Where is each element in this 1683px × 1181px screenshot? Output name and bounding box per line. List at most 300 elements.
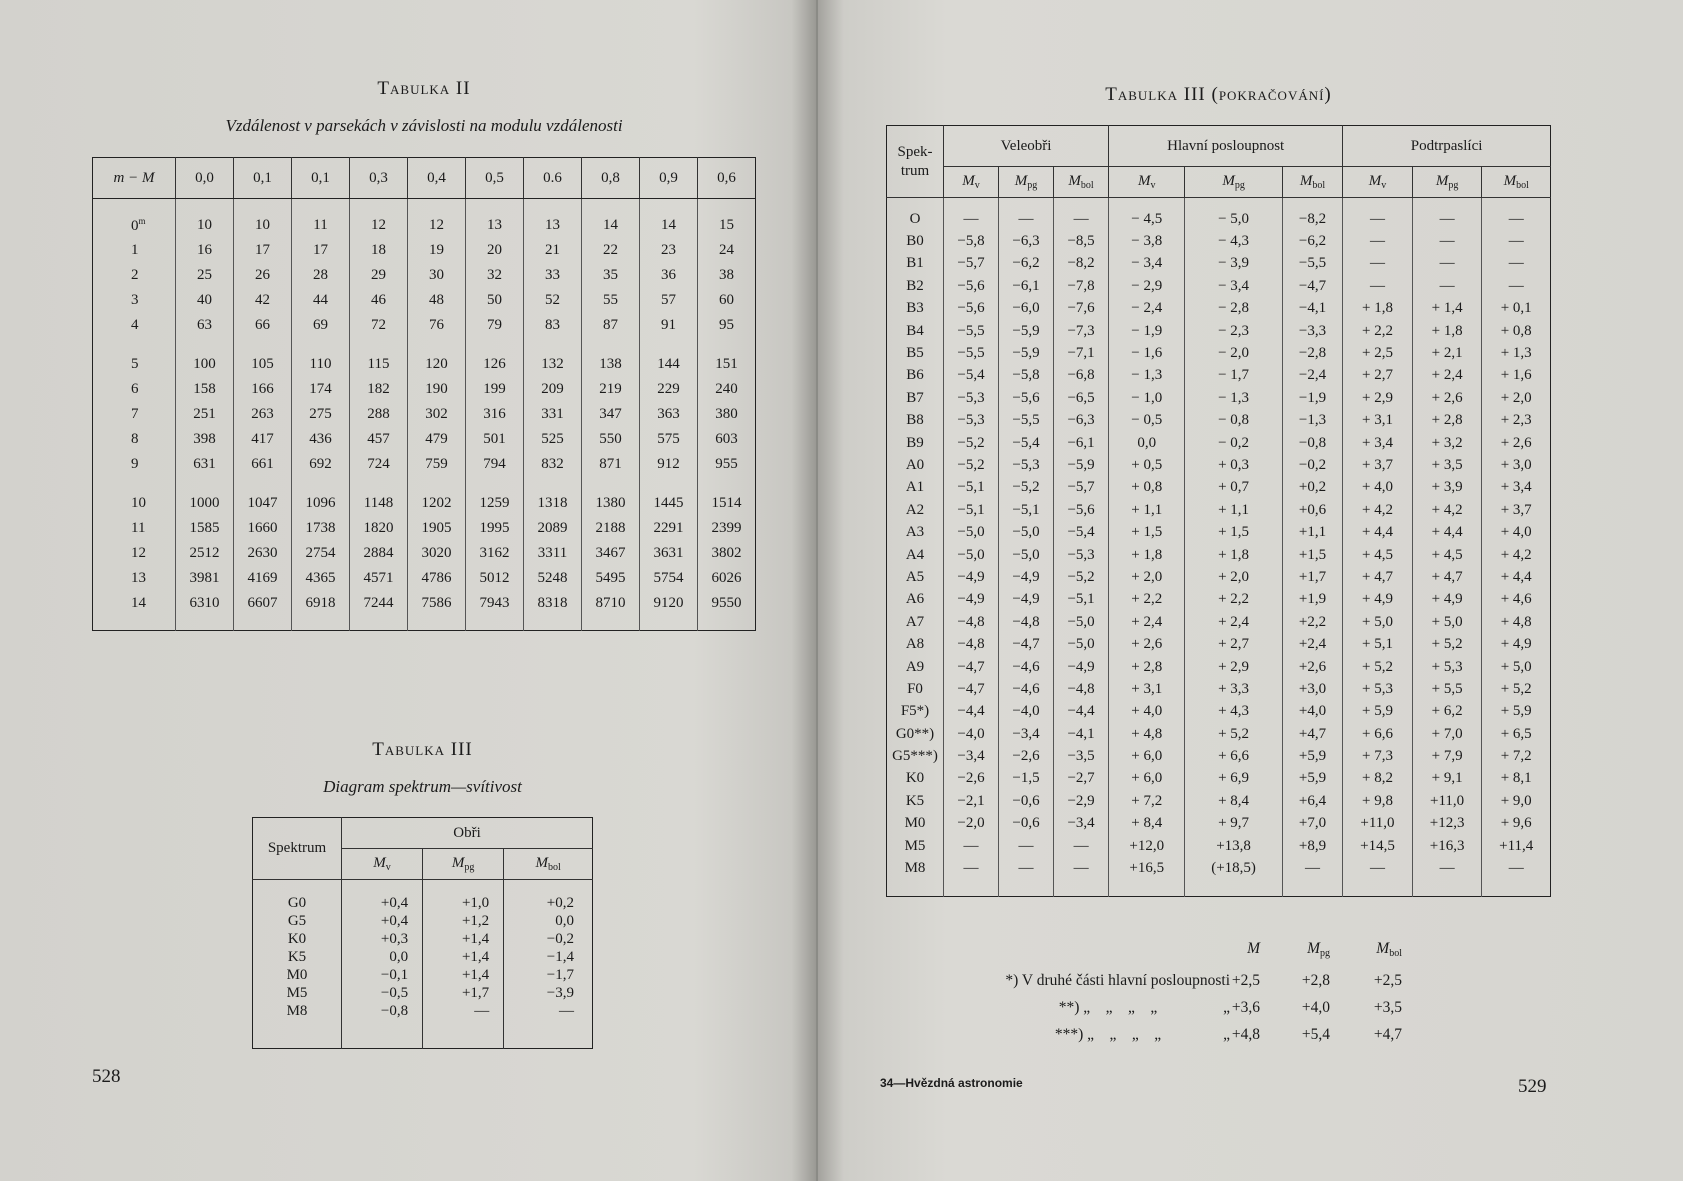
table-cell: −2,7: [1054, 768, 1109, 790]
table-cell: A3: [905, 524, 925, 541]
table-cell: 30: [408, 263, 466, 288]
table-cell: −2,9: [1054, 790, 1109, 812]
table-row: [887, 410, 1551, 432]
table-cell: + 3,1: [1343, 410, 1413, 432]
table-cell: −7,1: [1054, 342, 1109, 364]
table-cell: −5,1: [944, 499, 999, 521]
table-cell: + 4,7: [1343, 566, 1413, 588]
table-cell: −5,2: [944, 432, 999, 454]
group-header: Veleobři: [944, 126, 1109, 167]
table-cell: +2,6: [1282, 656, 1342, 678]
table-cell: −5,6: [944, 298, 999, 320]
table-row: [93, 288, 756, 313]
table-cell: 87: [582, 313, 640, 338]
table-cell: − 2,9: [1109, 275, 1185, 297]
table-cell: −1,9: [1282, 387, 1342, 409]
table-cell: + 2,0: [1109, 566, 1185, 588]
table-cell: −5,6: [999, 387, 1054, 409]
table-cell: + 4,8: [1482, 611, 1551, 633]
table-cell: 417: [234, 427, 292, 452]
table-row: [887, 745, 1551, 767]
table-cell: M0: [904, 815, 926, 832]
table-cell: + 0,1: [1482, 298, 1551, 320]
table-cell: 21: [524, 238, 582, 263]
table-cell: + 7,0: [1412, 723, 1482, 745]
table-row: [887, 633, 1551, 655]
footnote-value: +3,5: [1373, 999, 1402, 1016]
table-cell: + 1,1: [1185, 499, 1283, 521]
table-cell: 3162: [466, 541, 524, 566]
table-cell: −8,5: [1054, 230, 1109, 252]
table-cell: −5,0: [944, 544, 999, 566]
table-row: [887, 611, 1551, 633]
table-cell: + 4,0: [1482, 521, 1551, 543]
table-cell: 6310: [176, 591, 234, 616]
table-cell: − 3,9: [1185, 253, 1283, 275]
table-cell: −4,8: [944, 633, 999, 655]
table-cell: 692: [292, 452, 350, 477]
table-cell: A4: [905, 546, 925, 563]
footnotes: [900, 940, 1460, 1050]
table-cell: B5: [906, 345, 924, 362]
table-cell: 794: [466, 452, 524, 477]
table-cell: 1820: [350, 516, 408, 541]
table-cell: —: [944, 835, 999, 857]
table-cell: −4,9: [944, 589, 999, 611]
table-cell: + 1,8: [1412, 320, 1482, 342]
table-cell: + 2,7: [1343, 365, 1413, 387]
table-cell: + 5,0: [1412, 611, 1482, 633]
table-cell: + 2,9: [1185, 656, 1283, 678]
table-row: [887, 298, 1551, 320]
table-cell: —: [1482, 230, 1551, 252]
table-cell: −4,9: [944, 566, 999, 588]
table-cell: −5,4: [1054, 521, 1109, 543]
table-cell: —: [1412, 275, 1482, 297]
table-cell: −5,0: [1054, 611, 1109, 633]
table-cell: 1318: [524, 491, 582, 516]
table-cell: +2,2: [1282, 611, 1342, 633]
table-cell: −4,1: [1282, 298, 1342, 320]
table-cell: 3: [131, 292, 139, 308]
table-row: [887, 365, 1551, 387]
table-cell: −5,0: [944, 521, 999, 543]
table-row: [887, 387, 1551, 409]
table-cell: 229: [640, 377, 698, 402]
footnote-label: *) V druhé části hlavní posloupnosti: [1005, 972, 1230, 989]
table-cell: −2,4: [1282, 365, 1342, 387]
table-cell: + 3,7: [1343, 454, 1413, 476]
table-cell: 13: [131, 570, 146, 586]
table-cell: 4169: [234, 566, 292, 591]
table-cell: F0: [907, 680, 923, 697]
table-cell: 100: [176, 352, 234, 377]
table-cell: +11,0: [1412, 790, 1482, 812]
sub-header: $M_{bol}$: [1482, 167, 1551, 198]
table-cell: 380: [698, 402, 756, 427]
table-cell: −4,0: [944, 723, 999, 745]
table-cell: 398: [176, 427, 234, 452]
table-cell: 955: [698, 452, 756, 477]
table-cell: 33: [524, 263, 582, 288]
table-cell: 4571: [350, 566, 408, 591]
table-cell: − 0,2: [1185, 432, 1283, 454]
table-cell: 302: [408, 402, 466, 427]
col-spektrum: Spek- trum: [887, 126, 944, 198]
table-cell: + 6,9: [1185, 768, 1283, 790]
table-cell: + 5,2: [1482, 678, 1551, 700]
table-cell: −0,6: [999, 813, 1054, 835]
table-row: [93, 566, 756, 591]
table-cell: 457: [350, 427, 408, 452]
table-cell: 35: [582, 263, 640, 288]
column-header: 0,4: [408, 158, 466, 199]
table-cell: 44: [292, 288, 350, 313]
table-cell: +5,9: [1282, 768, 1342, 790]
table-cell: 1995: [466, 516, 524, 541]
table-cell: + 7,2: [1482, 745, 1551, 767]
table-cell: 50: [466, 288, 524, 313]
table-cell: + 6,6: [1185, 745, 1283, 767]
table-cell: + 2,4: [1185, 611, 1283, 633]
table-cell: + 5,1: [1343, 633, 1413, 655]
table-cell: 4786: [408, 566, 466, 591]
table-cell: 9120: [640, 591, 698, 616]
table-cell: 501: [466, 427, 524, 452]
table-row: [887, 499, 1551, 521]
table-cell: A5: [905, 568, 925, 585]
table-row: [887, 342, 1551, 364]
table-cell: 2754: [292, 541, 350, 566]
table-cell: 25: [176, 263, 234, 288]
table-cell: 219: [582, 377, 640, 402]
footnote-value: +2,5: [1231, 972, 1260, 989]
table-cell: 66: [234, 313, 292, 338]
table-cell: 95: [698, 313, 756, 338]
table-cell: + 5,5: [1412, 678, 1482, 700]
table-cell: 52: [524, 288, 582, 313]
table-cell: − 3,4: [1109, 253, 1185, 275]
table-cell: 1660: [234, 516, 292, 541]
table-row: [93, 516, 756, 541]
table-cell: —: [1343, 253, 1413, 275]
distance-modulus-table: [92, 157, 756, 631]
table-cell: 3311: [524, 541, 582, 566]
table-cell: + 4,9: [1343, 589, 1413, 611]
table-cell: −2,6: [944, 768, 999, 790]
table-cell: 525: [524, 427, 582, 452]
table-cell: 316: [466, 402, 524, 427]
table-cell: + 3,9: [1412, 477, 1482, 499]
table-cell: —: [999, 208, 1054, 230]
table-cell: 7943: [466, 591, 524, 616]
table-cell: 57: [640, 288, 698, 313]
table-cell: +16,5: [1109, 857, 1185, 879]
footnote-value: +3,6: [1231, 999, 1260, 1016]
table-cell: + 9,6: [1482, 813, 1551, 835]
table-row: [887, 253, 1551, 275]
table-cell: + 1,4: [1412, 298, 1482, 320]
table-cell: +1,7: [1282, 566, 1342, 588]
table-cell: —: [1482, 208, 1551, 230]
table-cell: −2,8: [1282, 342, 1342, 364]
table-cell: + 2,8: [1109, 656, 1185, 678]
table-cell: 251: [176, 402, 234, 427]
table-cell: 6607: [234, 591, 292, 616]
table-cell: + 3,2: [1412, 432, 1482, 454]
sub-header: $M_v$: [944, 167, 999, 198]
table-cell: + 1,6: [1482, 365, 1551, 387]
column-header: 0,6: [698, 158, 756, 199]
table-cell: − 1,0: [1109, 387, 1185, 409]
table-cell: −7,8: [1054, 275, 1109, 297]
table-cell: + 7,9: [1412, 745, 1482, 767]
table-cell: 72: [350, 313, 408, 338]
table-cell: 7: [131, 406, 139, 422]
table-cell: −5,5: [999, 410, 1054, 432]
table-cell: −5,6: [1054, 499, 1109, 521]
table-cell: + 3,0: [1482, 454, 1551, 476]
table-cell: −0,6: [999, 790, 1054, 812]
table-cell: F5*): [900, 703, 930, 720]
footnote-header: Mbol: [1376, 940, 1402, 959]
table-cell: +8,9: [1282, 835, 1342, 857]
table-cell: —: [1412, 208, 1482, 230]
table-cell: −4,9: [999, 566, 1054, 588]
column-header: 0,5: [466, 158, 524, 199]
sub-header: $M_v$: [1109, 167, 1185, 198]
table-cell: —: [944, 857, 999, 879]
column-header: 0,1: [292, 158, 350, 199]
table-cell: 10: [176, 213, 234, 238]
table-cell: 631: [176, 452, 234, 477]
spacer-row: [93, 616, 756, 631]
table-row: [93, 313, 756, 338]
table-cell: −5,1: [999, 499, 1054, 521]
table-cell: + 5,2: [1185, 723, 1283, 745]
table-cell: 759: [408, 452, 466, 477]
table-cell: 6: [131, 381, 139, 397]
table-cell: +0,2: [1282, 477, 1342, 499]
table-cell: +1,1: [1282, 521, 1342, 543]
table-cell: + 7,3: [1343, 745, 1413, 767]
table-row: [887, 723, 1551, 745]
table-cell: −4,8: [944, 611, 999, 633]
table-cell: 9: [131, 456, 139, 472]
table-cell: 32: [466, 263, 524, 288]
footnote-label: **) „ „ „ „ „: [1058, 999, 1230, 1016]
table-cell: + 3,5: [1412, 454, 1482, 476]
table-cell: + 5,0: [1482, 656, 1551, 678]
table-cell: −5,0: [999, 544, 1054, 566]
table-cell: + 4,0: [1343, 477, 1413, 499]
table-cell: 20: [466, 238, 524, 263]
table-cell: 436: [292, 427, 350, 452]
sub-header: $M_v$: [342, 849, 423, 880]
signature-mark: 34—Hvězdná astronomie: [880, 1076, 1023, 1090]
table-cell: 8: [131, 431, 139, 447]
table-cell: + 2,2: [1343, 320, 1413, 342]
table-cell: 174: [292, 377, 350, 402]
table-cell: 3802: [698, 541, 756, 566]
table-cell: —: [1412, 230, 1482, 252]
table-cell: −4,9: [999, 589, 1054, 611]
table-cell: − 1,6: [1109, 342, 1185, 364]
table-cell: −8,2: [1054, 253, 1109, 275]
table-row: [93, 491, 756, 516]
table-cell: —: [1343, 275, 1413, 297]
corner-header: m − M: [93, 158, 176, 199]
table-cell: 0,0: [1109, 432, 1185, 454]
table-cell: + 5,2: [1343, 656, 1413, 678]
table-row: [887, 813, 1551, 835]
table-cell: 724: [350, 452, 408, 477]
table-cell: −4,7: [1282, 275, 1342, 297]
spacer-row: [93, 477, 756, 491]
table-cell: B9: [906, 434, 924, 451]
table-cell: + 0,8: [1482, 320, 1551, 342]
table-cell: + 2,8: [1412, 410, 1482, 432]
table-cell: −8,2: [1282, 208, 1342, 230]
table-cell: 12: [350, 213, 408, 238]
table-cell: + 4,4: [1482, 566, 1551, 588]
table-cell: −5,9: [999, 320, 1054, 342]
column-header: 0,1: [234, 158, 292, 199]
table-cell: − 4,3: [1185, 230, 1283, 252]
table-cell: 13: [466, 213, 524, 238]
spacer-row: [887, 880, 1551, 897]
table-cell: 2188: [582, 516, 640, 541]
table-row: [887, 701, 1551, 723]
table-cell: −4,4: [944, 701, 999, 723]
table-cell: 1259: [466, 491, 524, 516]
table-cell: 275: [292, 402, 350, 427]
table-cell: 63: [176, 313, 234, 338]
spacer-row: [887, 198, 1551, 209]
column-header: 0,3: [350, 158, 408, 199]
table-cell: + 6,2: [1412, 701, 1482, 723]
table-cell: − 5,0: [1185, 208, 1283, 230]
table-row: [887, 208, 1551, 230]
table-cell: −7,6: [1054, 298, 1109, 320]
table-row: [93, 377, 756, 402]
table-cell: + 2,5: [1343, 342, 1413, 364]
table-cell: + 3,1: [1109, 678, 1185, 700]
table-cell: 19: [408, 238, 466, 263]
table-row: [887, 589, 1551, 611]
table-cell: +12,3: [1412, 813, 1482, 835]
table-cell: +11,0: [1343, 813, 1413, 835]
table-cell: + 0,5: [1109, 454, 1185, 476]
sub-header: $M_{bol}$: [1054, 167, 1109, 198]
table-cell: −5,9: [999, 342, 1054, 364]
table-cell: −4,7: [944, 678, 999, 700]
table-cell: 40: [176, 288, 234, 313]
table-cell: 240: [698, 377, 756, 402]
table-cell: −5,3: [944, 410, 999, 432]
table-cell: —: [999, 835, 1054, 857]
table-cell: −6,2: [1282, 230, 1342, 252]
table-cell: −5,8: [999, 365, 1054, 387]
table-row: [93, 238, 756, 263]
giants-table: [252, 817, 593, 1049]
table-cell: 190: [408, 377, 466, 402]
table-cell: 263: [234, 402, 292, 427]
table-cell: 5495: [582, 566, 640, 591]
table-cell: 110: [292, 352, 350, 377]
table-cell: −2,0: [944, 813, 999, 835]
table-cell: + 2,0: [1185, 566, 1283, 588]
table-cell: G5***): [892, 748, 938, 765]
table-cell: 2291: [640, 516, 698, 541]
table-cell: +12,0: [1109, 835, 1185, 857]
table-cell: 347: [582, 402, 640, 427]
sub-header: $M_{bol}$: [504, 849, 593, 880]
table-cell: + 1,5: [1109, 521, 1185, 543]
table-cell: B1: [906, 255, 924, 272]
table-cell: 105: [234, 352, 292, 377]
table-row: [93, 452, 756, 477]
table-cell: 1096: [292, 491, 350, 516]
table-cell: 83: [524, 313, 582, 338]
table-cell: —: [1482, 857, 1551, 879]
table-row: [93, 427, 756, 452]
table-cell: 14: [582, 213, 640, 238]
table-cell: A0: [905, 456, 925, 473]
table-cell: −5,0: [999, 521, 1054, 543]
footnote-value: +5,4: [1301, 1026, 1330, 1043]
table-cell: 1738: [292, 516, 350, 541]
table-cell: −3,4: [999, 723, 1054, 745]
table-cell: + 8,2: [1343, 768, 1413, 790]
column-header: 0,8: [582, 158, 640, 199]
table2-title: Tabulka II: [377, 78, 471, 99]
table-cell: −2,6: [999, 745, 1054, 767]
table-cell: + 4,2: [1343, 499, 1413, 521]
table-cell: 151: [698, 352, 756, 377]
table-cell: −0,2: [1282, 454, 1342, 476]
table-cell: 28: [292, 263, 350, 288]
column-header: 0,9: [640, 158, 698, 199]
page-number-left: 528: [92, 1066, 121, 1087]
table-cell: + 5,3: [1343, 678, 1413, 700]
table-cell: 7244: [350, 591, 408, 616]
table-cell: + 4,4: [1412, 521, 1482, 543]
table-cell: −5,5: [1282, 253, 1342, 275]
table-cell: −5,7: [944, 253, 999, 275]
table-cell: 126: [466, 352, 524, 377]
table-cell: − 2,3: [1185, 320, 1283, 342]
sub-header: $M_v$: [1343, 167, 1413, 198]
table-cell: −6,0: [999, 298, 1054, 320]
table-cell: −6,5: [1054, 387, 1109, 409]
page-number-right: 529: [1518, 1076, 1547, 1097]
table-cell: −3,3: [1282, 320, 1342, 342]
table-cell: −4,8: [999, 611, 1054, 633]
table-cell: + 7,2: [1109, 790, 1185, 812]
table-cell: A8: [905, 636, 925, 653]
table-cell: B2: [906, 277, 924, 294]
table-cell: K5: [905, 792, 925, 809]
table-cell: 5754: [640, 566, 698, 591]
table-cell: 288: [350, 402, 408, 427]
table-cell: − 3,8: [1109, 230, 1185, 252]
table-cell: − 0,5: [1109, 410, 1185, 432]
table-row: [887, 275, 1551, 297]
table-cell: 4365: [292, 566, 350, 591]
table-cell: 912: [640, 452, 698, 477]
table-cell: −6,8: [1054, 365, 1109, 387]
